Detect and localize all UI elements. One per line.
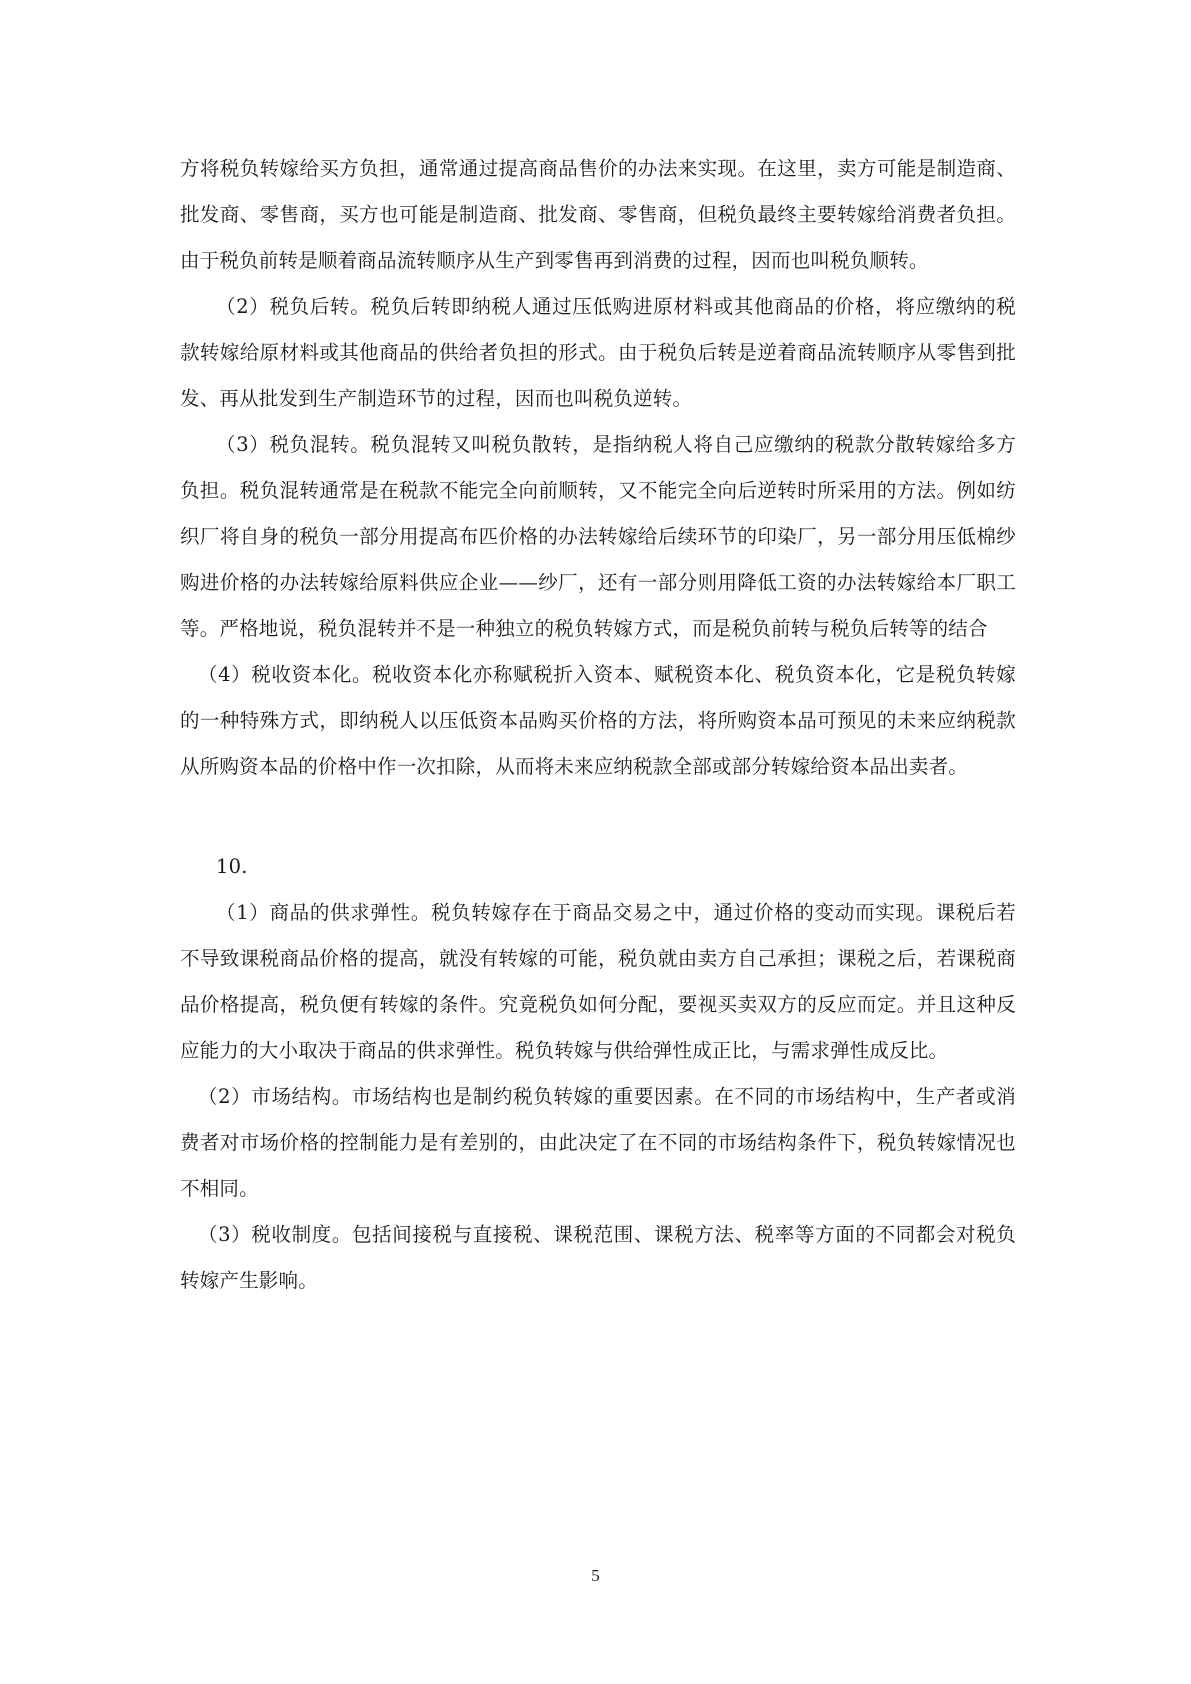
paragraph-supply-demand-elasticity: （1）商品的供求弹性。税负转嫁存在于商品交易之中，通过价格的变动而实现。课税后若不导致课税商品价格的提高，就没有转嫁的可能，税负就由卖方自己承担；课税之后，若课税商品价格提高，税负便有转嫁的条件。究竟税负如何分配，要视买卖双方的反应而定。并且这种反应能力的大小取决于商品的供求弹性。税负转嫁与供给弹性成正比，与需求弹性成反比。 (180, 901, 1016, 1062)
page-number: 5 (591, 1566, 600, 1585)
paragraph-tax-system: （3）税收制度。包括间接税与直接税、课税范围、课税方法、税率等方面的不同都会对税负转嫁产生影响。 (180, 1223, 1016, 1292)
paragraph-forward-shifting-continued: 方将税负转嫁给买方负担，通常通过提高商品售价的办法来实现。在这里，卖方可能是制造商、批发商、零售商，买方也可能是制造商、批发商、零售商，但税负最终主要转嫁给消费者负担。由于税负前转是顺着商品流转顺序从生产到零售再到消费的过程，因而也叫税负顺转。 (180, 157, 1016, 272)
page-body (180, 146, 1016, 1304)
paragraph-market-structure: （2）市场结构。市场结构也是制约税负转嫁的重要因素。在不同的市场结构中，生产者或消费者对市场价格的控制能力是有差别的，由此决定了在不同的市场结构条件下，税负转嫁情况也不相同。 (180, 1085, 1016, 1200)
paragraph-tax-capitalization: （4）税收资本化。税收资本化亦称赋税折入资本、赋税资本化、税负资本化，它是税负转嫁的一种特殊方式，即纳税人以压低资本品购买价格的方法，将所购资本品可预见的未来应纳税款从所购资本品的价格中作一次扣除，从而将未来应纳税款全部或部分转嫁给资本品出卖者。 (180, 663, 1016, 778)
paragraph-backward-shifting: （2）税负后转。税负后转即纳税人通过压低购进原材料或其他商品的价格，将应缴纳的税款转嫁给原材料或其他商品的供给者负担的形式。由于税负后转是逆着商品流转顺序从零售到批发、再从批发到生产制造环节的过程，因而也叫税负逆转。 (180, 295, 1016, 410)
section-gap (180, 790, 1016, 844)
section-number: 10. (216, 855, 248, 878)
paragraph-mixed-shifting: （3）税负混转。税负混转又叫税负散转，是指纳税人将自己应缴纳的税款分散转嫁给多方负担。税负混转通常是在税款不能完全向前顺转，又不能完全向后逆转时所采用的方法。例如纺织厂将自身的税负一部分用提高布匹价格的办法转嫁给后续环节的印染厂，另一部分用压低棉纱购进价格的办法转嫁给原料供应企业——纱厂，还有一部分则用降低工资的办法转嫁给本厂职工等。严格地说，税负混转并不是一种独立的税负转嫁方式，而是税负前转与税负后转等的结合 (180, 433, 1016, 640)
